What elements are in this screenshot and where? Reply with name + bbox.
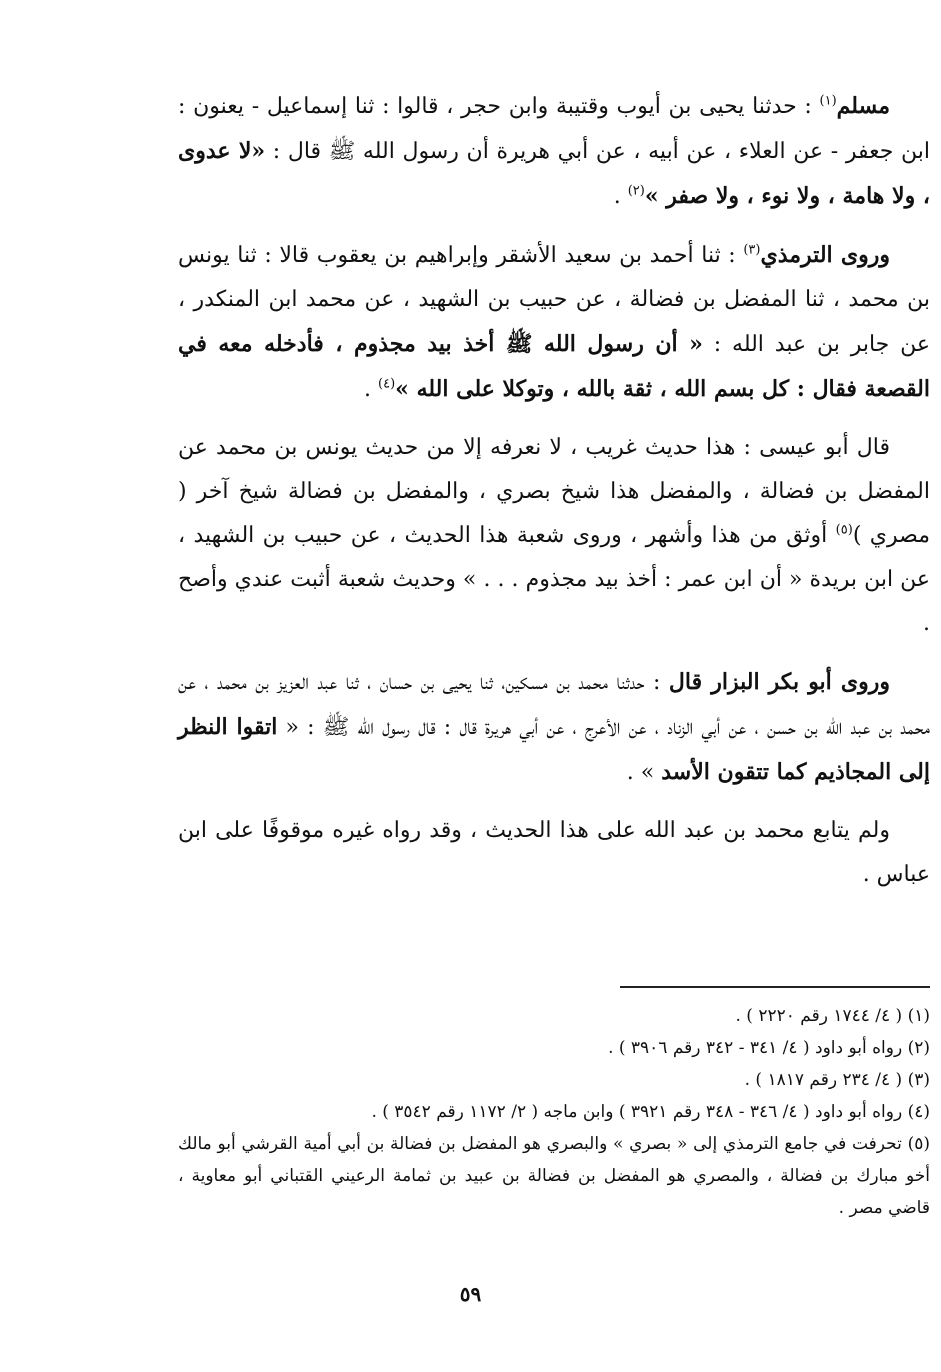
footnote-ref-2: (٢) xyxy=(627,183,645,199)
footnote-ref-3: (٣) xyxy=(743,242,761,258)
sentence-end: » . xyxy=(626,760,662,785)
footnotes xyxy=(178,1000,930,1224)
main-text xyxy=(178,84,930,911)
isnad-text: : ثنا أحمد بن سعيد الأشقر وإبراهيم بن يعقوب قالا : ثنا يونس بن محمد ، ثنا المفضل بن فضالة ، عن حبيب بن الشهيد ، عن محمد ابن المنكدر ، عن جابر بن عبد الله : xyxy=(178,243,930,357)
footnote-5: (٥) تحرفت في جامع الترمذي إلى « بصري » والبصري هو المفضل بن فضالة بن أبي أمية القرشي أبو مالك أخو مبارك بن فضالة ، والمصري هو المفضل بن فضالة بن عبيد بن ثمامة الرعيني القتباني أبو معاوية ، قاضي مصر . xyxy=(178,1134,930,1218)
paragraph-bazzar xyxy=(178,660,930,795)
isnad-text: : حدثنا محمد بن مسكين، ثنا يحيى بن حسان ، ثنا عبد العزيز بن محمد ، عن محمد بن عبد الله بن حسن ، عن أبي الزناد ، عن الأعرج ، عن أبي هريرة قال : قال رسول الله ﷺ : « xyxy=(178,670,930,740)
commentary-text: قال أبو عيسى : هذا حديث غريب ، لا نعرفه إلا من حديث يونس بن محمد عن المفضل بن فضالة ، والمفضل هذا شيخ بصري ، والمفضل بن فضالة شيخ آخر ( مصري ) xyxy=(178,435,931,548)
paragraph-muslim xyxy=(178,84,930,219)
hadith-text: اتقوا النظر إلى المجاذيم كما تتقون الأسد xyxy=(178,714,930,785)
footnote-4: (٤) رواه أبو داود ( ٤/ ٣٤٦ - ٣٤٨ رقم ٣٩٢١ ) وابن ماجه ( ٢/ ١١٧٢ رقم ٣٥٤٢ ) . xyxy=(371,1102,930,1122)
footnote-ref-1: (١) xyxy=(819,93,837,109)
footnote-1: (١) ( ٤/ ١٧٤٤ رقم ٢٢٢٠ ) . xyxy=(735,1006,930,1026)
isnad-text: : حدثنا يحيى بن أيوب وقتيبة وابن حجر ، قالوا : ثنا إسماعيل - يعنون : ابن جعفر - عن العلاء ، عن أبيه ، عن أبي هريرة أن رسول الله ﷺ قال : xyxy=(178,94,930,164)
hadith-text: «لا عدوى ، ولا هامة ، ولا نوء ، ولا صفر » xyxy=(178,138,930,209)
paragraph-abu-isa xyxy=(178,426,930,646)
narrator-bazzar: وروى أبو بكر البزار قال xyxy=(668,669,890,695)
sentence-end: . xyxy=(613,184,628,209)
page-number: ٥٩ xyxy=(459,1282,482,1306)
narrator-muslim: مسلم xyxy=(836,93,890,119)
closing-text: ولم يتابع محمد بن عبد الله على هذا الحديث ، وقد رواه غيره موقوفًا على ابن عباس . xyxy=(178,818,930,887)
footnote-ref-5: (٥) xyxy=(835,522,853,538)
commentary-text-continued: أوثق من هذا وأشهر ، وروى شعبة هذا الحديث ، عن حبيب بن الشهيد ، عن ابن بريدة « أن ابن عمر : أخذ بيد مجذوم . . . » وحديث شعبة أثبت عندي وأصح . xyxy=(178,523,930,636)
sentence-end: . xyxy=(364,377,379,402)
hadith-text: « أن رسول الله ﷺ أخذ بيد مجذوم ، فأدخله معه في القصعة فقال : كل بسم الله ، ثقة بالله ، وتوكلا على الله » xyxy=(178,331,930,402)
paragraph-tirmidhi xyxy=(178,233,930,412)
narrator-tirmidhi: وروى الترمذي xyxy=(760,242,890,268)
footnote-ref-4: (٤) xyxy=(378,376,396,392)
footnote-divider xyxy=(620,986,930,988)
footnote-2: (٢) رواه أبو داود ( ٤/ ٣٤١ - ٣٤٢ رقم ٣٩٠٦ ) . xyxy=(608,1038,930,1058)
footnote-3: (٣) ( ٤/ ٢٣٤ رقم ١٨١٧ ) . xyxy=(744,1070,930,1090)
paragraph-closing xyxy=(178,809,930,897)
